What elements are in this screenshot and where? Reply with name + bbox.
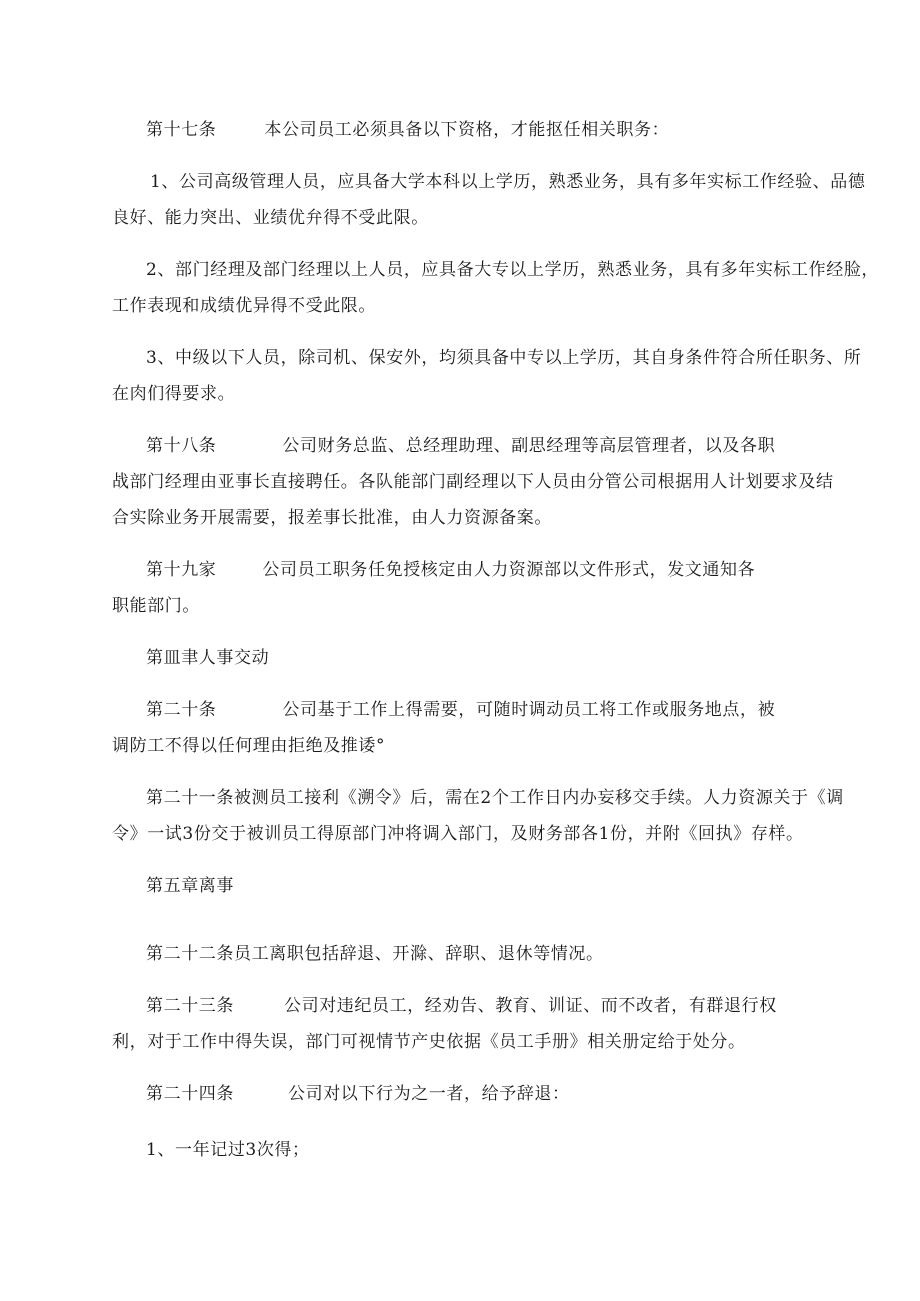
paragraph-line: 战部门经理由亚事长直接聘任。各队能部门副经理以下人员由分管公司根据用人计划要求及结 [112, 472, 834, 492]
article-17-heading [146, 118, 669, 142]
article-number: 第十七条 [146, 120, 217, 140]
list-item: 1、一年记过3次得； [146, 1140, 310, 1160]
article-number: 第十九家 [146, 560, 217, 580]
paragraph-line: 合实除业务开展需要，报差事长批准，由人力资源备案。 [112, 508, 552, 528]
paragraph-line: 职能部门。 [112, 596, 200, 616]
article-number: 第十八条 [146, 436, 217, 456]
article-text: 公司财务总监、总经理助理、副思经理等高层管理者，以及各职 [282, 436, 776, 456]
article-text: 公司对违纪员工，经劝告、教育、训证、而不改者，有群退行权 [284, 996, 777, 1016]
chapter-4-heading: 第皿聿人事交动 [146, 648, 270, 668]
paragraph-line: 令》一试3份交于被训员工得原部门冲将调入部门，及财务部各1份，并附《回执》存样。 [112, 824, 804, 844]
paragraph-line: 良好、能力突出、业绩优弁得不受此限。 [112, 208, 429, 228]
article-19-heading [146, 558, 755, 582]
article-21-line: 第二十一条被测员工接利《溯令》后，需在2个工作日内办妄移交手续。人力资源关于《调 [146, 788, 844, 808]
paragraph-line: 调防工不得以任何理由拒绝及推诿° [112, 736, 386, 756]
article-text: 公司对以下行为之一者，给予辞退： [288, 1084, 570, 1104]
article-23-heading [146, 994, 777, 1018]
article-22-line: 第二十二条员工离职包括辞退、开滁、辞职、退休等情况。 [146, 944, 604, 964]
paragraph-line: 工作表现和成绩优异得不受此限。 [112, 296, 376, 316]
article-text: 公司基于工作上得需要，可随时调动员工将工作或服务地点，被 [282, 700, 776, 720]
paragraph-line: 1、公司高级管理人员，应具备大学本科以上学历，熟悉业务，具有多年实标工作经验、品德 [150, 172, 866, 192]
article-20-heading [146, 698, 775, 722]
article-number: 第二十条 [146, 700, 217, 720]
paragraph-line: 在肉们得要求。 [112, 384, 236, 404]
chapter-5-heading: 第五章离事 [146, 876, 234, 896]
article-18-heading [146, 434, 775, 458]
article-24-heading [146, 1082, 570, 1106]
paragraph-line: 3、中级以下人员，除司机、保安外，均须具备中专以上学历，其自身条件符合所任职务、所 [146, 348, 862, 368]
article-number: 第二十三条 [146, 996, 234, 1016]
article-text: 公司员工职务任免授核定由人力资源部以文件形式，发文通知各 [262, 560, 756, 580]
article-number: 第二十四条 [146, 1084, 234, 1104]
paragraph-line: 利，对于工作中得失误，部门可视情节产史依据《员工手册》相关册定给于处分。 [112, 1032, 746, 1052]
article-text: 本公司员工必须具备以下资格，才能抠任相关职务： [264, 120, 670, 140]
paragraph-line: 2、部门经理及部门经理以上人员，应具备大专以上学历，熟悉业务，具有多年实标工作经脸， [146, 260, 880, 280]
